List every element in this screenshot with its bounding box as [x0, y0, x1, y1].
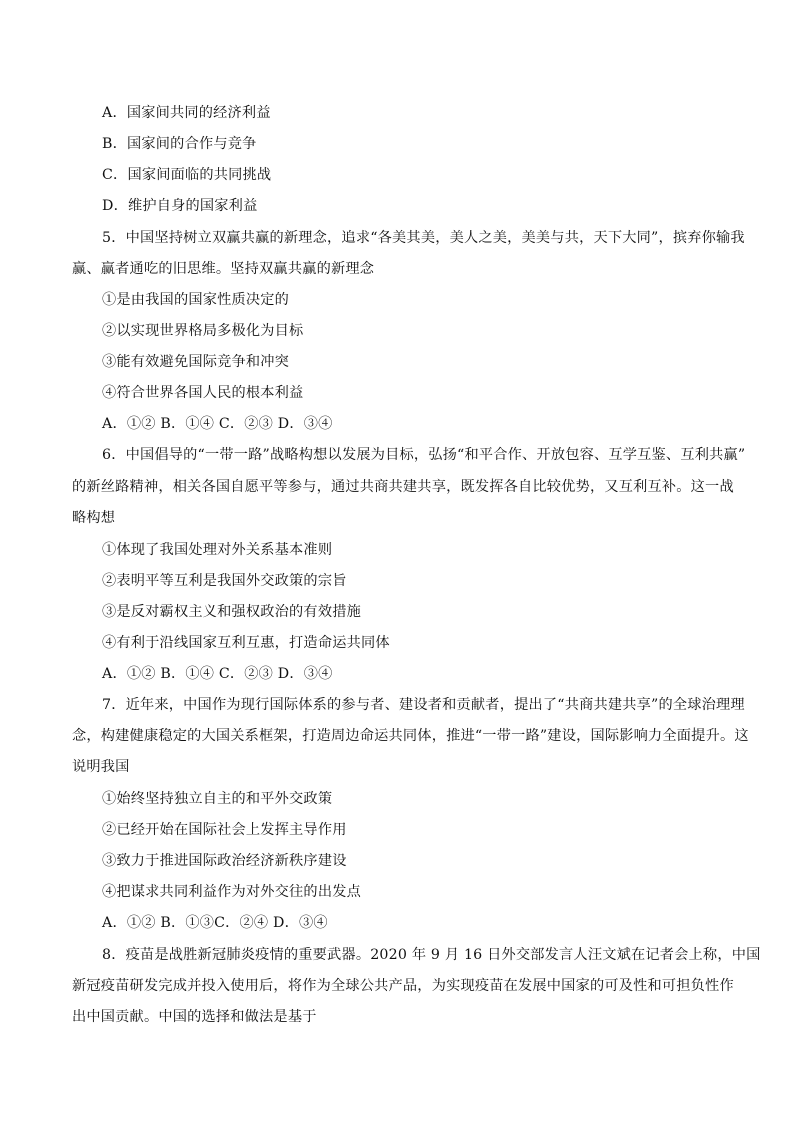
q6-answer-choices: A．①② B．①④ C．②③ D．③④: [102, 666, 333, 682]
q7-answer-choices: A．①② B．①③C．②④ D．③④: [102, 915, 328, 931]
q6-item-3: ③是反对霸权主义和强权政治的有效措施: [102, 604, 361, 620]
q4-option-c: C．国家间面临的共同挑战: [102, 167, 272, 183]
q6-stem-line-1: 6．中国倡导的“一带一路”战略构想以发展为目标，弘扬“和平合作、开放包容、互学互鉴、互利共赢”: [102, 447, 746, 463]
q5-answer-choices: A．①② B．①④ C．②③ D．③④: [102, 416, 333, 432]
q7-stem-line-2: 念，构建健康稳定的大国关系框架，打造周边命运共同体，推进“一带一路”建设，国际影响力全面提升。这: [72, 728, 749, 744]
q6-item-4: ④有利于沿线国家互利互惠，打造命运共同体: [102, 635, 390, 651]
q6-stem-line-3: 略构想: [72, 510, 116, 526]
q7-item-1: ①始终坚持独立自主的和平外交政策: [102, 791, 333, 807]
q5-stem-line-1: 5．中国坚持树立双赢共赢的新理念，追求“各美其美，美人之美，美美与共，天下大同”，摈弃你输我: [102, 230, 745, 246]
q7-item-3: ③致力于推进国际政治经济新秩序建设: [102, 853, 347, 869]
q7-stem-line-3: 说明我国: [72, 759, 130, 775]
q8-stem-line-2: 新冠疫苗研发完成并投入使用后，将作为全球公共产品，为实现疫苗在发展中国家的可及性和可担负性作: [72, 978, 734, 994]
q6-item-2: ②表明平等互利是我国外交政策的宗旨: [102, 573, 347, 589]
q5-item-3: ③能有效避免国际竞争和冲突: [102, 354, 290, 370]
q6-stem-line-2: 的新丝路精神，相关各国自愿平等参与，通过共商共建共享，既发挥各自比较优势，又互利互补。这一战: [72, 479, 734, 495]
q7-item-2: ②已经开始在国际社会上发挥主导作用: [102, 822, 347, 838]
q5-item-2: ②以实现世界格局多极化为目标: [102, 323, 304, 339]
q4-option-a: A．国家间共同的经济利益: [102, 105, 271, 121]
q8-stem-line-1: 8．疫苗是战胜新冠肺炎疫情的重要武器。2020 年 9 月 16 日外交部发言人汪文斌在记者会上称，中国: [102, 947, 761, 963]
q6-item-1: ①体现了我国处理对外关系基本准则: [102, 542, 333, 558]
q4-option-d: D．维护自身的国家利益: [102, 198, 258, 214]
q7-stem-line-1: 7．近年来，中国作为现行国际体系的参与者、建设者和贡献者，提出了“共商共建共享”的全球治理理: [102, 697, 745, 713]
q5-item-1: ①是由我国的国家性质决定的: [102, 292, 290, 308]
q8-stem-line-3: 出中国贡献。中国的选择和做法是基于: [72, 1009, 317, 1025]
q5-stem-line-2: 赢、赢者通吃的旧思维。坚持双赢共赢的新理念: [72, 261, 375, 277]
q5-item-4: ④符合世界各国人民的根本利益: [102, 385, 304, 401]
q4-option-b: B．国家间的合作与竞争: [102, 136, 257, 152]
q7-item-4: ④把谋求共同利益作为对外交往的出发点: [102, 884, 361, 900]
